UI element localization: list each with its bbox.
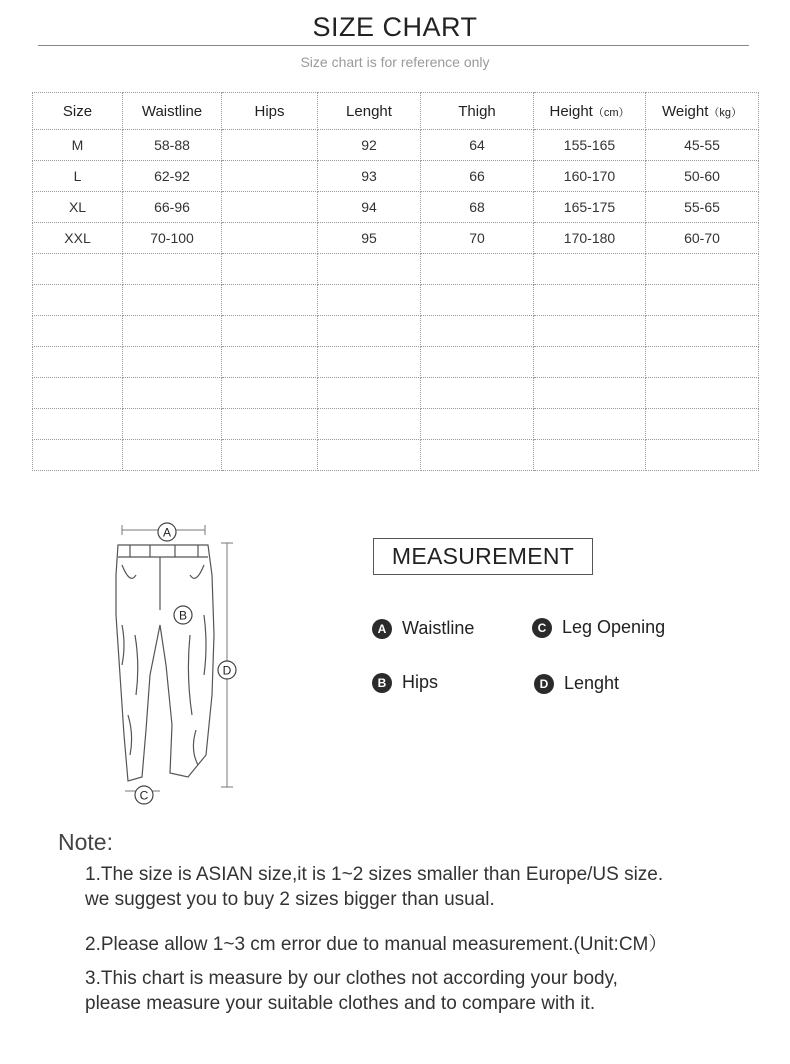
note-line-4: 3.This chart is measure by our clothes not according your body, xyxy=(85,968,618,989)
header-height: Height（cm） xyxy=(534,93,646,130)
table-cell: M xyxy=(33,130,123,161)
unit-label: （cm） xyxy=(592,106,630,119)
table-cell xyxy=(222,409,318,440)
note-heading: Note: xyxy=(58,829,113,855)
table-cell xyxy=(33,440,123,471)
legend-label: Hips xyxy=(402,672,439,692)
table-cell xyxy=(123,285,222,316)
table-cell xyxy=(421,285,534,316)
table-cell: 66 xyxy=(421,161,534,192)
note-line-2: we suggest you to buy 2 sizes bigger than usual. xyxy=(85,889,495,910)
legend-label: Lenght xyxy=(564,673,620,693)
table-cell xyxy=(33,347,123,378)
title-divider xyxy=(38,45,749,46)
header-thigh: Thigh xyxy=(421,93,534,130)
table-cell: L xyxy=(33,161,123,192)
marker-a xyxy=(158,523,176,541)
svg-text:B: B xyxy=(178,608,188,623)
table-cell xyxy=(534,316,646,347)
table-cell: 165-175 xyxy=(534,192,646,223)
table-cell: 70 xyxy=(421,223,534,254)
table-row xyxy=(33,440,759,471)
svg-text:D: D xyxy=(222,663,232,678)
table-cell: 155-165 xyxy=(534,130,646,161)
table-cell xyxy=(222,440,318,471)
table-cell: 55-65 xyxy=(646,192,759,223)
table-row xyxy=(33,316,759,347)
badge-c-icon: C xyxy=(532,618,552,638)
table-cell xyxy=(123,347,222,378)
table-cell: XXL xyxy=(33,223,123,254)
table-cell xyxy=(421,378,534,409)
table-cell xyxy=(646,378,759,409)
measurement-title: MEASUREMENT xyxy=(373,538,593,575)
table-cell: 66-96 xyxy=(123,192,222,223)
page-subtitle: Size chart is for reference only xyxy=(300,54,490,70)
legend-item-waistline xyxy=(372,618,474,639)
table-cell: 62-92 xyxy=(123,161,222,192)
table-cell: 60-70 xyxy=(646,223,759,254)
table-cell xyxy=(222,347,318,378)
table-row xyxy=(33,347,759,378)
table-cell: 95 xyxy=(318,223,421,254)
svg-text:C: C xyxy=(139,788,149,803)
badge-d-icon: D xyxy=(534,674,554,694)
table-cell xyxy=(318,316,421,347)
svg-text:A: A xyxy=(162,525,172,540)
table-cell xyxy=(33,409,123,440)
table-cell xyxy=(222,161,318,192)
pants-outline xyxy=(116,545,214,781)
table-cell xyxy=(534,409,646,440)
legend-item-hips xyxy=(372,672,438,693)
legend-label: Waistline xyxy=(402,618,475,638)
table-cell: 94 xyxy=(318,192,421,223)
table-cell xyxy=(123,254,222,285)
size-table xyxy=(32,92,759,471)
header-length: Lenght xyxy=(318,93,421,130)
table-cell xyxy=(421,440,534,471)
table-cell xyxy=(33,378,123,409)
table-cell xyxy=(33,285,123,316)
table-body xyxy=(33,130,759,471)
table-cell xyxy=(123,440,222,471)
table-cell xyxy=(222,254,318,285)
table-cell xyxy=(318,254,421,285)
dimension-lines xyxy=(122,525,233,791)
table-row xyxy=(33,223,759,254)
table-row xyxy=(33,130,759,161)
header-waistline: Waistline xyxy=(123,93,222,130)
badge-a-icon: A xyxy=(372,619,392,639)
table-cell xyxy=(222,192,318,223)
table-cell: 64 xyxy=(421,130,534,161)
table-cell xyxy=(646,347,759,378)
table-cell: 160-170 xyxy=(534,161,646,192)
table-row xyxy=(33,285,759,316)
table-cell xyxy=(222,316,318,347)
table-cell xyxy=(318,378,421,409)
table-row xyxy=(33,254,759,285)
marker-d xyxy=(218,661,236,679)
table-cell xyxy=(646,409,759,440)
table-row xyxy=(33,192,759,223)
header-size: Size xyxy=(33,93,123,130)
table-cell: 93 xyxy=(318,161,421,192)
legend-label: Leg Opening xyxy=(562,617,666,637)
table-cell xyxy=(534,378,646,409)
table-cell xyxy=(318,285,421,316)
table-cell xyxy=(222,378,318,409)
pants-diagram xyxy=(100,515,250,810)
table-header-row xyxy=(33,93,759,130)
note-line-5: please measure your suitable clothes and to compare with it. xyxy=(85,993,596,1014)
table-cell: 170-180 xyxy=(534,223,646,254)
table-cell xyxy=(33,254,123,285)
table-cell xyxy=(222,285,318,316)
table-cell xyxy=(646,285,759,316)
table-cell xyxy=(421,347,534,378)
table-cell: 50-60 xyxy=(646,161,759,192)
table-cell: 45-55 xyxy=(646,130,759,161)
page-title: SIZE CHART xyxy=(312,12,478,42)
table-cell: 58-88 xyxy=(123,130,222,161)
table-cell xyxy=(534,254,646,285)
badge-b-icon: B xyxy=(372,673,392,693)
table-cell xyxy=(123,378,222,409)
table-cell: XL xyxy=(33,192,123,223)
legend-item-leg-opening xyxy=(532,617,665,638)
table-cell xyxy=(421,316,534,347)
table-cell xyxy=(534,285,646,316)
header-hips: Hips xyxy=(222,93,318,130)
table-cell xyxy=(222,223,318,254)
table-cell xyxy=(646,440,759,471)
table-cell: 68 xyxy=(421,192,534,223)
marker-b xyxy=(174,606,192,624)
table-cell xyxy=(123,409,222,440)
table-cell xyxy=(318,347,421,378)
table-cell xyxy=(123,316,222,347)
table-cell xyxy=(421,254,534,285)
header-weight: Weight（kg） xyxy=(646,93,759,130)
table-cell xyxy=(421,409,534,440)
note-line-3: 2.Please allow 1~3 cm error due to manual measurement.(Unit:CM） xyxy=(85,934,668,955)
table-cell xyxy=(534,440,646,471)
note-line-1: 1.The size is ASIAN size,it is 1~2 sizes smaller than Europe/US size. xyxy=(85,864,664,885)
table-cell xyxy=(318,409,421,440)
table-cell xyxy=(33,316,123,347)
table-cell xyxy=(646,316,759,347)
table-row xyxy=(33,409,759,440)
table-cell xyxy=(534,347,646,378)
marker-c xyxy=(135,786,153,804)
table-cell: 70-100 xyxy=(123,223,222,254)
table-row xyxy=(33,378,759,409)
table-cell xyxy=(318,440,421,471)
legend-item-length xyxy=(534,673,619,694)
unit-label: （kg） xyxy=(708,106,743,119)
table-cell xyxy=(222,130,318,161)
table-cell xyxy=(646,254,759,285)
table-cell: 92 xyxy=(318,130,421,161)
table-row xyxy=(33,161,759,192)
